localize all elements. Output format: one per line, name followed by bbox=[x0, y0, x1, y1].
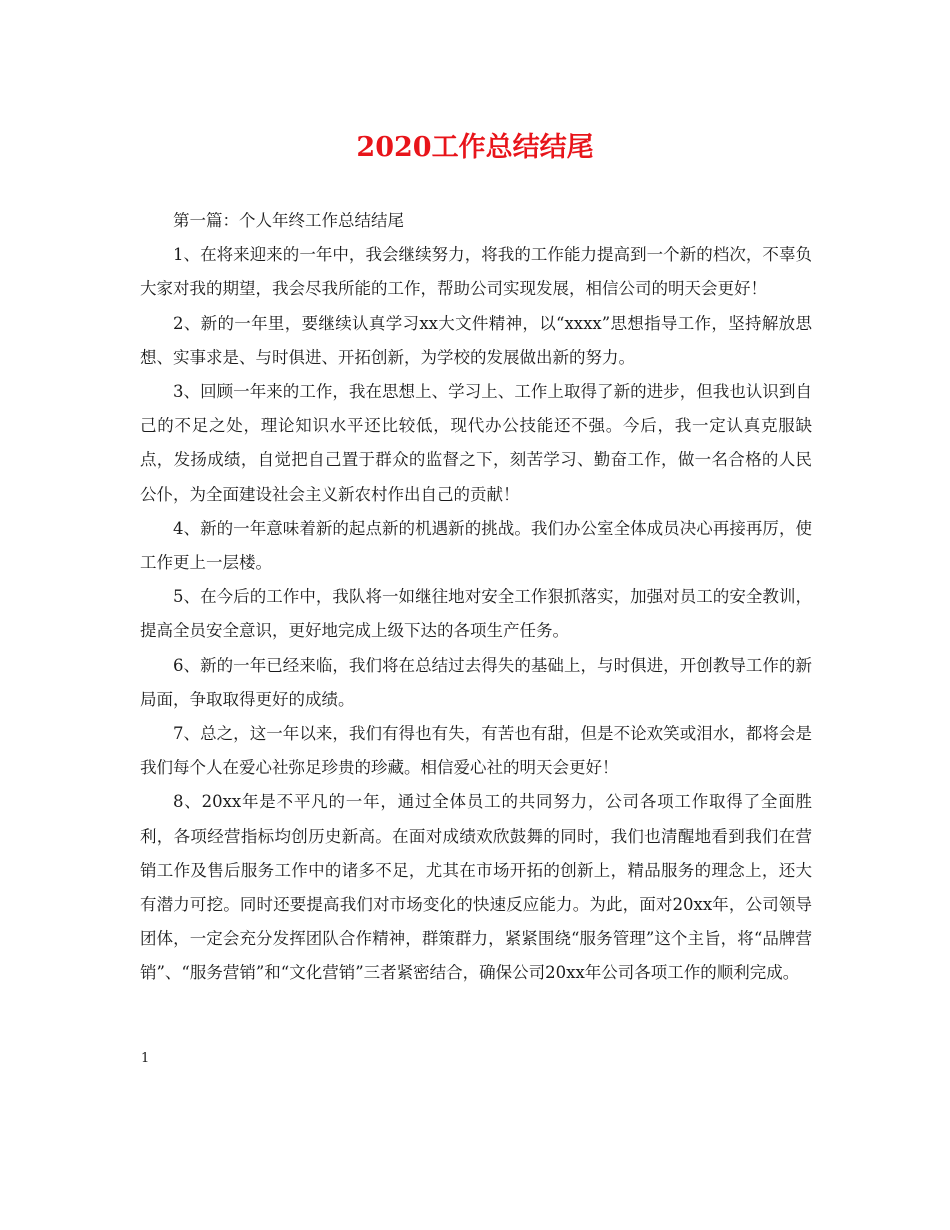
section-heading: 第一篇：个人年终工作总结结尾 bbox=[173, 211, 404, 230]
page-number: 1 bbox=[141, 1051, 150, 1066]
paragraph-6: 6、新的一年已经来临，我们将在总结过去得失的基础上，与时俱进，开创教导工作的新局面，争取取得更好的成绩。 bbox=[140, 655, 812, 709]
paragraph-2: 2、新的一年里，要继续认真学习xx大文件精神，以“xxxx”思想指导工作，坚持解放思想、实事求是、与时俱进、开拓创新，为学校的发展做出新的努力。 bbox=[140, 313, 812, 367]
document-title: 2020工作总结结尾 bbox=[356, 132, 594, 163]
paragraph-4: 4、新的一年意味着新的起点新的机遇新的挑战。我们办公室全体成员决心再接再厉，使工作更上一层楼。 bbox=[140, 518, 812, 573]
paragraph-1: 1、在将来迎来的一年中，我会继续努力，将我的工作能力提高到一个新的档次，不辜负大家对我的期望，我会尽我所能的工作，帮助公司实现发展，相信公司的明天会更好！ bbox=[140, 245, 812, 299]
paragraph-8: 8、20xx年是不平凡的一年，通过全体员工的共同努力，公司各项工作取得了全面胜利，各项经营指标均创历史新高。在面对成绩欢欣鼓舞的同时，我们也清醒地看到我们在营销工作及售后服务工作中的诸多不足，尤其在市场开拓的创新上，精品服务的理念上，还大有潜力可挖。同时还要提高我们对市场变化的快速反应能力。为此，面对20xx年，公司领导团体，一定会充分发挥团队合作精神，群策群力，紧紧围绕“服务管理”这个主旨，将“品牌营销”、“服务营销”和“文化营销”三者紧密结合，确保公司20xx年公司各项工作的顺利完成。 bbox=[140, 792, 812, 983]
paragraph-5: 5、在今后的工作中，我队将一如继往地对安全工作狠抓落实，加强对员工的安全教训，提高全员安全意识，更好地完成上级下达的各项生产任务。 bbox=[140, 587, 812, 641]
paragraph-3: 3、回顾一年来的工作，我在思想上、学习上、工作上取得了新的进步，但我也认识到自己的不足之处，理论知识水平还比较低，现代办公技能还不强。今后，我一定认真克服缺点，发扬成绩，自觉把自己置于群众的监督之下，刻苦学习、勤奋工作，做一名合格的人民公仆，为全面建设社会主义新农村作出自己的贡献！ bbox=[140, 382, 812, 504]
paragraph-7: 7、总之，这一年以来，我们有得也有失，有苦也有甜，但是不论欢笑或泪水，都将会是我们每个人在爱心社弥足珍贵的珍藏。相信爱心社的明天会更好！ bbox=[140, 724, 812, 778]
document-body bbox=[140, 204, 812, 991]
